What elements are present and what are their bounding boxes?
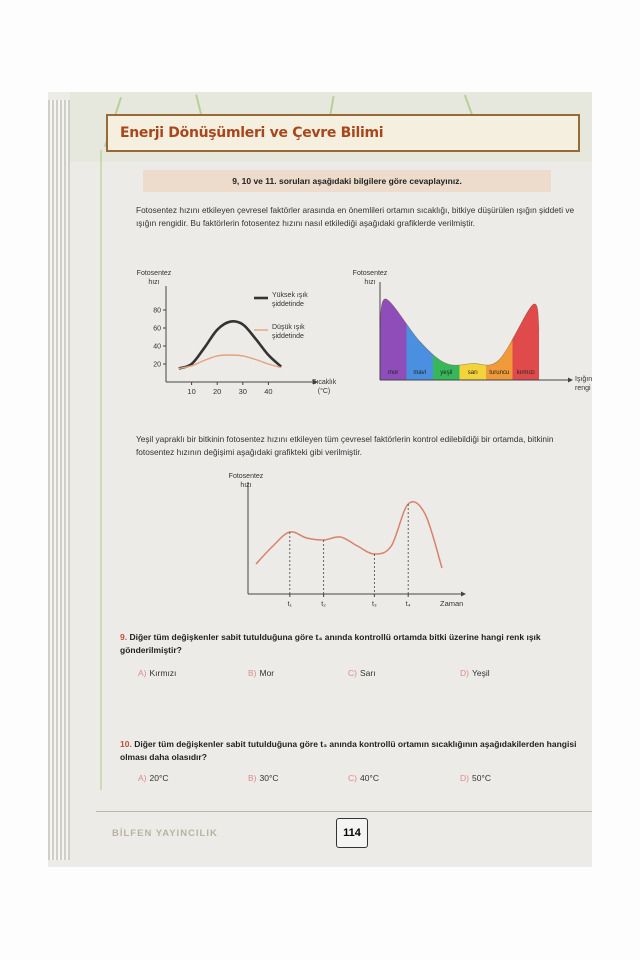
x-tick-label: 20 (213, 387, 222, 396)
chapter-title: Enerji Dönüşümleri ve Çevre Bilimi (120, 125, 384, 141)
band-label: yeşil (440, 370, 453, 376)
publisher-name: BİLFEN YAYINCILIK (112, 828, 218, 839)
question-number: 10. (120, 739, 132, 749)
page-number: 114 (336, 818, 368, 848)
x-axis-label: Zaman (440, 599, 464, 608)
option-text: Sarı (359, 668, 376, 678)
instruction-box: 9, 10 ve 11. soruları aşağıdaki bilgilere göre cevaplayınız. (143, 170, 551, 192)
rate-line (256, 502, 442, 568)
legend-label: Düşük ışık (272, 324, 305, 331)
question-10 (120, 738, 590, 764)
y-axis-label: hızı (240, 482, 252, 489)
option-letter: C) (348, 773, 357, 783)
option-a[interactable] (138, 668, 176, 678)
x-axis-label: Sıcaklık (311, 379, 336, 386)
option-d[interactable] (460, 668, 490, 678)
legend-label: şiddetinde (272, 333, 304, 340)
option-c[interactable] (348, 668, 376, 678)
temperature-chart (136, 266, 336, 406)
x-tick-label: t₁ (287, 601, 292, 608)
band-label: mor (388, 370, 399, 376)
option-c[interactable] (348, 773, 379, 783)
option-d[interactable] (460, 773, 491, 783)
y-tick-label: 80 (153, 307, 161, 315)
second-paragraph: Yeşil yapraklı bir bitkinin fotosentez hızını etkileyen tüm çevresel faktörlerin kontrol edilebildiği bir ortamda, bitkinin fotosentez hızının değişimi aşağıdaki grafikteki gibi verilmiştir. (136, 434, 554, 457)
x-axis-arrow (461, 592, 466, 597)
color-band (460, 283, 487, 380)
color-band (433, 283, 460, 380)
band-label: turuncu (489, 370, 510, 376)
option-letter: D) (460, 668, 469, 678)
color-band (486, 283, 513, 380)
footer-divider (96, 811, 592, 812)
option-b[interactable] (248, 668, 274, 678)
option-text: Kırmızı (149, 668, 177, 678)
y-axis-label: Fotosentez (136, 270, 172, 277)
question-number: 9. (120, 632, 128, 642)
option-text: 20°C (149, 773, 169, 783)
y-axis-label: hızı (148, 279, 160, 286)
option-letter: D) (460, 773, 469, 783)
x-tick-label: t₄ (405, 601, 411, 608)
color-band (380, 283, 407, 380)
series-line (179, 321, 281, 368)
time-chart (224, 470, 494, 618)
question-10-options (138, 773, 578, 787)
option-letter: A) (138, 773, 147, 783)
x-axis-label: (°C) (317, 388, 331, 395)
option-text: 40°C (359, 773, 379, 783)
y-tick-label: 40 (153, 343, 161, 351)
x-tick-label: 30 (238, 387, 247, 396)
x-tick-label: 10 (187, 387, 196, 396)
y-tick-label: 60 (153, 325, 161, 333)
y-axis-label: Fotosentez (228, 473, 264, 480)
option-text: 50°C (471, 773, 491, 783)
question-text: Diğer tüm değişkenler sabit tutulduğuna göre t₄ anında kontrollü ortamda bitki üzerine hangi renk ışık gönderilmiştir? (120, 632, 541, 655)
question-9-options (138, 668, 578, 682)
band-label: mavi (413, 370, 427, 376)
intro-paragraph: Fotosentez hızını etkileyen çevresel faktörler arasında en önemlileri ortamın sıcaklığı, bitkiye düşürülen ışığın şiddeti ve ışığın rengidir. Bu faktörlerin fotosentez hızını nasıl etkilediği aşağıdaki grafiklerde verilmiştir. (136, 205, 575, 228)
option-letter: A) (138, 668, 147, 678)
option-letter: B) (248, 668, 257, 678)
band-label: kırmızı (516, 370, 535, 376)
legend-label: şiddetinde (272, 301, 304, 308)
x-axis-label: rengi (575, 385, 591, 392)
option-letter: B) (248, 773, 257, 783)
option-text: Yeşil (471, 668, 490, 678)
light-color-chart (352, 266, 592, 406)
option-a[interactable] (138, 773, 169, 783)
x-tick-label: 40 (264, 387, 273, 396)
x-axis-arrow (568, 378, 573, 383)
chapter-banner (106, 114, 580, 152)
y-axis-label: hızı (364, 279, 376, 286)
legend-label: Yüksek ışık (272, 292, 308, 299)
color-band (407, 283, 434, 380)
y-axis-label: Fotosentez (352, 270, 388, 277)
margin-decoration (100, 150, 102, 790)
option-letter: C) (348, 668, 357, 678)
question-9 (120, 631, 590, 657)
x-tick-label: t₃ (371, 601, 377, 608)
option-b[interactable] (248, 773, 279, 783)
band-label: sarı (467, 370, 478, 376)
x-axis-label: Işığın (575, 376, 592, 383)
page-edges (48, 100, 70, 860)
option-text: Mor (259, 668, 275, 678)
y-tick-label: 20 (153, 361, 161, 369)
question-text: Diğer tüm değişkenler sabit tutulduğuna göre t₃ anında kontrollü ortamın sıcaklığının aşağıdakilerden hangisi olması daha olasıdır? (120, 739, 577, 762)
x-tick-label: t₂ (321, 601, 326, 608)
option-text: 30°C (259, 773, 279, 783)
